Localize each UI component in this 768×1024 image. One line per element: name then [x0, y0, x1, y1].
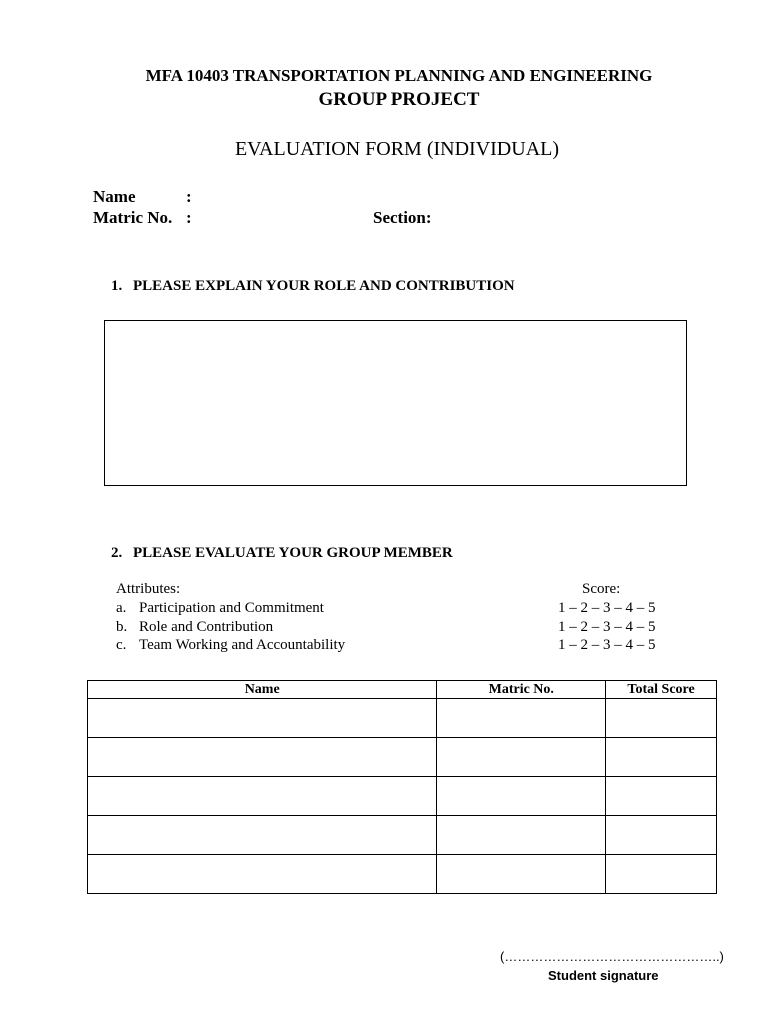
attribute-score-scale: 1 – 2 – 3 – 4 – 5: [558, 600, 656, 616]
question2-number: 2.: [111, 545, 123, 561]
member-matric-cell[interactable]: [437, 816, 606, 855]
attribute-letter: c.: [116, 637, 127, 653]
course-title: MFA 10403 TRANSPORTATION PLANNING AND ENGINEERING: [145, 66, 653, 85]
attribute-text: Team Working and Accountability: [139, 637, 346, 653]
member-matric-cell[interactable]: [437, 699, 606, 738]
attributes-label: Attributes:: [116, 581, 181, 597]
matric-label: Matric No.: [93, 208, 173, 227]
member-score-cell[interactable]: [606, 699, 717, 738]
section-label: Section:: [373, 208, 432, 227]
form-title: EVALUATION FORM (INDIVIDUAL): [234, 138, 560, 160]
header-total-score: Total Score: [606, 681, 717, 699]
member-name-cell[interactable]: [88, 699, 437, 738]
attribute-text: Participation and Commitment: [139, 600, 324, 616]
member-evaluation-table: [87, 680, 717, 894]
name-colon: :: [186, 187, 192, 206]
table-row: [88, 699, 717, 738]
attribute-score-scale: 1 – 2 – 3 – 4 – 5: [558, 619, 656, 635]
signature-line[interactable]: (…………………………………………..): [500, 949, 724, 964]
score-label: Score:: [582, 581, 621, 597]
project-title: GROUP PROJECT: [318, 89, 480, 110]
matric-colon: :: [186, 208, 192, 227]
member-matric-cell[interactable]: [437, 777, 606, 816]
header-matric-no: Matric No.: [437, 681, 606, 699]
member-name-cell[interactable]: [88, 777, 437, 816]
attribute-score-scale: 1 – 2 – 3 – 4 – 5: [558, 637, 656, 653]
member-matric-cell[interactable]: [437, 738, 606, 777]
question1-text: PLEASE EXPLAIN YOUR ROLE AND CONTRIBUTION: [133, 278, 515, 294]
contribution-answer-box[interactable]: [104, 320, 687, 486]
member-matric-cell[interactable]: [437, 855, 606, 894]
signature-label: Student signature: [548, 968, 659, 983]
member-score-cell[interactable]: [606, 816, 717, 855]
attribute-text: Role and Contribution: [139, 619, 274, 635]
question1-number: 1.: [111, 278, 123, 294]
table-row: [88, 777, 717, 816]
attribute-letter: b.: [116, 619, 128, 635]
table-row: [88, 816, 717, 855]
name-label: Name: [93, 187, 136, 206]
table-row: [88, 855, 717, 894]
table-header-row: [88, 681, 717, 699]
table-row: [88, 738, 717, 777]
member-score-cell[interactable]: [606, 738, 717, 777]
member-score-cell[interactable]: [606, 777, 717, 816]
member-name-cell[interactable]: [88, 738, 437, 777]
header-name: Name: [88, 681, 437, 699]
member-score-cell[interactable]: [606, 855, 717, 894]
question2-text: PLEASE EVALUATE YOUR GROUP MEMBER: [133, 545, 453, 561]
attribute-letter: a.: [116, 600, 127, 616]
member-name-cell[interactable]: [88, 816, 437, 855]
member-name-cell[interactable]: [88, 855, 437, 894]
